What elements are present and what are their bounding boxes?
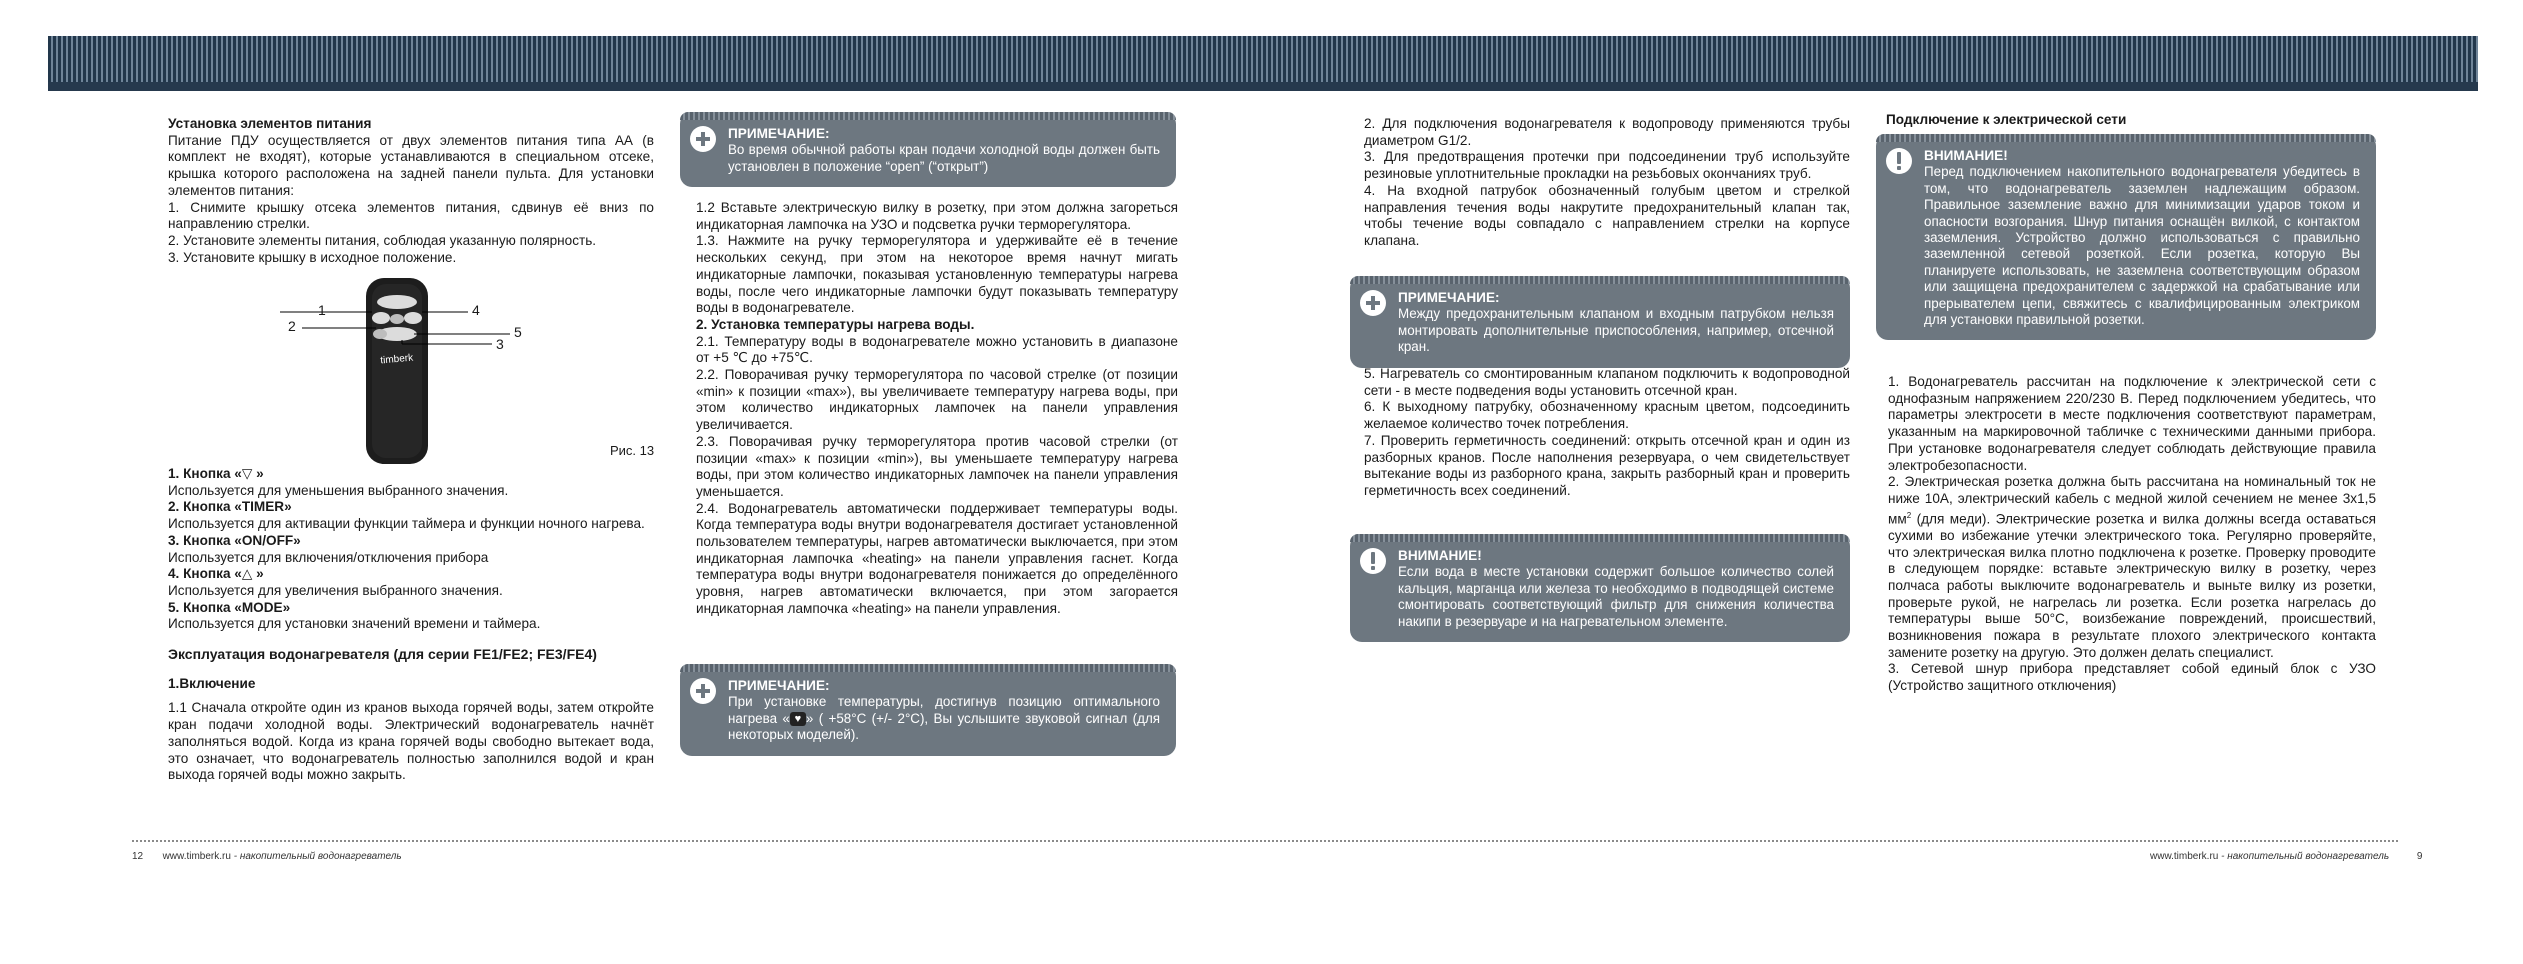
footer-subtitle: - накопительный водонагреватель — [2218, 851, 2390, 862]
power-line: Питание ПДУ осуществляется от двух элементов питания типа АА (в комплект не входят), которые устанавливаются в специальном отсеке, крышка которого расположена на задней панели пульта. Для установки элементов питания: — [168, 132, 654, 198]
plus-circle-icon — [1360, 290, 1386, 316]
column-1 — [168, 116, 654, 266]
column-2 — [696, 200, 1178, 618]
remote-brand-logo: timberk — [379, 352, 414, 367]
button-title: 5. Кнопка «MODE» — [168, 599, 291, 615]
para: 7. Проверить герметичность соединений: открыть отсечной кран и один из разборных кранов. После наполнения резервуара, о чем свидетельствует вытекание воды из разборного крана, закрыть разборный кран и проверить герметичность всех соединений. — [1364, 432, 1850, 498]
warning-text: Перед подключением накопительного водонагревателя убедитесь в том, что водонагреватель заземлен надлежащим образом. Правильное заземление важно для минимизации ударов током и опасности возгорания. Шнур питания оснащён вилкой, с контактом заземления. Устройство должно использоваться с правильно заземленной сетевой розеткой. Если розетка, которую Вы планируете использовать, не заземлена соответствующим образом или защищена предохранителем с задержкой на срабатывание или прерывателем цепи, свяжитесь с квалифицированным электриком для установки правильной розетки. — [1924, 164, 2360, 328]
figure-caption: Рис. 13 — [610, 443, 655, 458]
column-3 — [1364, 116, 1850, 250]
button-desc: Используется для уменьшения выбранного значения. — [168, 482, 509, 498]
power-line: 1. Снимите крышку отсека элементов питания, сдвинув её вниз по направлению стрелки. — [168, 199, 654, 232]
callout-3: 3 — [496, 336, 504, 352]
subsection-title: 1.Включение — [168, 675, 256, 691]
button-title: 1. Кнопка «▽ » — [168, 466, 264, 481]
page-number: 12 — [132, 851, 144, 862]
section-title-operation: Эксплуатация водонагревателя (для серии FE1/FE2; FE3/FE4) — [168, 646, 597, 663]
footer-site: www.timberk.ru — [162, 851, 231, 862]
note-box-3 — [1350, 276, 1850, 368]
column-4-title — [1886, 112, 2376, 129]
plus-circle-icon — [690, 126, 716, 152]
note-title: ПРИМЕЧАНИЕ: — [728, 678, 830, 693]
section-title-power: Установка элементов питания — [168, 116, 372, 131]
footer-left — [132, 851, 402, 862]
warning-title: ВНИМАНИЕ! — [1924, 148, 2008, 163]
footer-right — [2150, 851, 2422, 862]
callout-2: 2 — [288, 318, 296, 334]
remote-control-illustration — [272, 272, 522, 472]
para: 1. Водонагреватель рассчитан на подключение к электрической сети с однофазным напряжением 220/230 В. Перед подключением убедитесь, что параметры электросети в месте подключения соответствуют параметрам, указанным на маркировочной табличке с техническими данными прибора. При установке водонагревателя следует соблюдать действующие правила электробезопасности. — [1888, 374, 2376, 473]
button-title: 2. Кнопка «TIMER» — [168, 499, 292, 515]
note-text: Между предохранительным клапаном и входным патрубком нельзя монтировать дополнительные приспособления, например, отсечной кран. — [1398, 306, 1834, 355]
header-stripe-band — [48, 36, 2478, 82]
button-desc: Используется для увеличения выбранного значения. — [168, 582, 503, 598]
footer-site: www.timberk.ru — [2150, 851, 2219, 862]
button-desc: Используется для активации функции таймера и функции ночного нагрева. — [168, 516, 645, 532]
note-text: Во время обычной работы кран подачи холодной воды должен быть установлен в положение “open” (“открыт”) — [728, 142, 1160, 174]
para: 2.2. Поворачивая ручку терморегулятора по часовой стрелке (от позиции «min» к позиции «max»), вы увеличиваете температуру нагрева воды, при этом количество индикаторных лампочек на панели управления увеличивается. — [696, 367, 1178, 433]
buttons-list — [168, 466, 654, 784]
para: 6. К выходному патрубку, обозначенному красным цветом, подсоединить желаемое количество точек потребления. — [1364, 399, 1850, 432]
plus-circle-icon — [690, 678, 716, 704]
callout-5: 5 — [514, 324, 522, 340]
para: 1.3. Нажмите на ручку терморегулятора и удерживайте её в течение нескольких секунд, при этом на некоторое время начнут мигать индикаторные лампочки, показывая установленную температуры нагрева воды, после чего индикаторные лампочки будут показывать температуру воды в водонагревателе. — [696, 233, 1178, 316]
para: 4. На входной патрубок обозначенный голубым цветом и стрелкой направления течения воды накрутите предохранительный клапан так, чтобы течение воды совпадало с направлением стрелки на корпусе клапана. — [1364, 182, 1850, 248]
para: 2. Электрическая розетка должна быть рассчитана на номинальный ток не ниже 10А, электрический кабель с медной жилой сечением не менее 3х1,5 $мм^2$ (для меди). Электрические розетка и вилка должны всегда оставаться сухими во избежание утечки электрического тока. Регулярно проверяйте, что электрическая вилка плотно подключена к розетке. Проверку проводите в следующем порядке: вставьте электрическую вилку в розетку, через полчаса работы выключите водонагреватель и выньте вилку из розетки, проверьте рукой, не нагрелась ли розетка. Если розетка нагрелась до температуры выше 50°С, воизбежание повреждений, происшествий, возникновения пожара в результате плохого электрического контакта замените розетку на другую. Это должен делать специалист. — [1888, 474, 2376, 660]
section-title-electrical: Подключение к электрической сети — [1886, 112, 2127, 127]
power-line: 3. Установите крышку в исходное положение. — [168, 249, 457, 265]
remote-figure — [272, 272, 522, 472]
note-box-2 — [680, 664, 1176, 756]
operation-text: 1.1 Сначала откройте один из кранов выхода горячей воды, затем откройте кран подачи холодной воды. Электрический водонагреватель начнёт заполняться водой. Когда из крана горячей воды свободно вытекает вода, это означает, что водонагреватель полностью заполнился водой и кран выхода горячей воды можно закрыть. — [168, 700, 654, 783]
para: 3. Для предотвращения протечки при подсоединении труб используйте резиновые уплотнительные прокладки на резьбовых окончаниях труб. — [1364, 149, 1850, 182]
button-title: 3. Кнопка «ON/OFF» — [168, 532, 301, 548]
para: 3. Сетевой шнур прибора представляет собой единый блок с УЗО (Устройство защитного отключения) — [1888, 661, 2376, 694]
para: 2.4. Водонагреватель автоматически поддерживает температуры воды. Когда температура воды внутри водонагревателя достигает установленной пользователем температуры, нагрев автоматически выключается, при этом индикаторная лампочка «heating» на панели управления гаснет. Когда температура воды внутри водонагревателя понижается до определённого уровня, нагрев автоматически включается, при этом загорается индикаторная лампочка «heating» на панели управления. — [696, 500, 1178, 616]
button-title: 4. Кнопка «△ » — [168, 566, 264, 582]
power-line: 2. Установите элементы питания, соблюдая указанную полярность. — [168, 232, 597, 248]
warning-box-1 — [1350, 534, 1850, 642]
note-text: При установке температуры, достигнув позицию оптимального нагрева « ♥ » ( +58°C (+/- 2°C), Вы услышите звуковой сигнал (для некоторых моделей). — [728, 694, 1161, 743]
para: 1.2 Вставьте электрическую вилку в розетку, при этом должна загореться индикаторная лампочка на УЗО и подсветка ручки терморегулятора. — [696, 200, 1178, 232]
para: 2.1. Температуру воды в водонагревателе можно установить в диапазоне от +5 ℃ до +75℃. — [696, 333, 1178, 366]
column-4 — [1888, 374, 2376, 695]
footer-subtitle: - накопительный водонагреватель — [230, 851, 402, 862]
exclamation-circle-icon — [1360, 548, 1386, 574]
callout-1: 1 — [318, 302, 326, 318]
footer-divider — [132, 840, 2398, 842]
button-desc: Используется для включения/отключения прибора — [168, 549, 489, 565]
warning-box-2 — [1876, 134, 2376, 340]
para: 2. Для подключения водонагревателя к водопроводу применяются трубы диаметром G1/2. — [1364, 116, 1850, 148]
button-desc: Используется для установки значений времени и таймера. — [168, 616, 541, 632]
warning-title: ВНИМАНИЕ! — [1398, 548, 1482, 563]
page-number: 9 — [2416, 851, 2423, 862]
warning-text: Если вода в месте установки содержит большое количество солей кальция, марганца или железа то необходимо в подводящей системе смонтировать соответствующий фильтр для снижения количества накипи в резервуаре и на нагревательном элементе. — [1398, 564, 1834, 629]
header-band-bottom — [48, 82, 2478, 91]
temperature-heading: 2. Установка температуры нагрева воды. — [696, 316, 975, 332]
heart-icon: ♥ — [790, 712, 806, 726]
column-3-lower — [1364, 366, 1850, 500]
note-title: ПРИМЕЧАНИЕ: — [1398, 290, 1500, 305]
para: 2.3. Поворачивая ручку терморегулятора против часовой стрелки (от позиции «max» к позиции «min»), вы уменьшаете температуру нагрева воды, при этом количество индикаторных лампочек на панели управления уменьшается. — [696, 433, 1178, 499]
exclamation-circle-icon — [1886, 148, 1912, 174]
note-title: ПРИМЕЧАНИЕ: — [728, 126, 830, 141]
callout-4: 4 — [472, 302, 480, 318]
note-box-1 — [680, 112, 1176, 187]
para: 5. Нагреватель со смонтированным клапаном подключить к водопроводной сети - в месте подведения воды установить отсечной кран. — [1364, 366, 1850, 398]
